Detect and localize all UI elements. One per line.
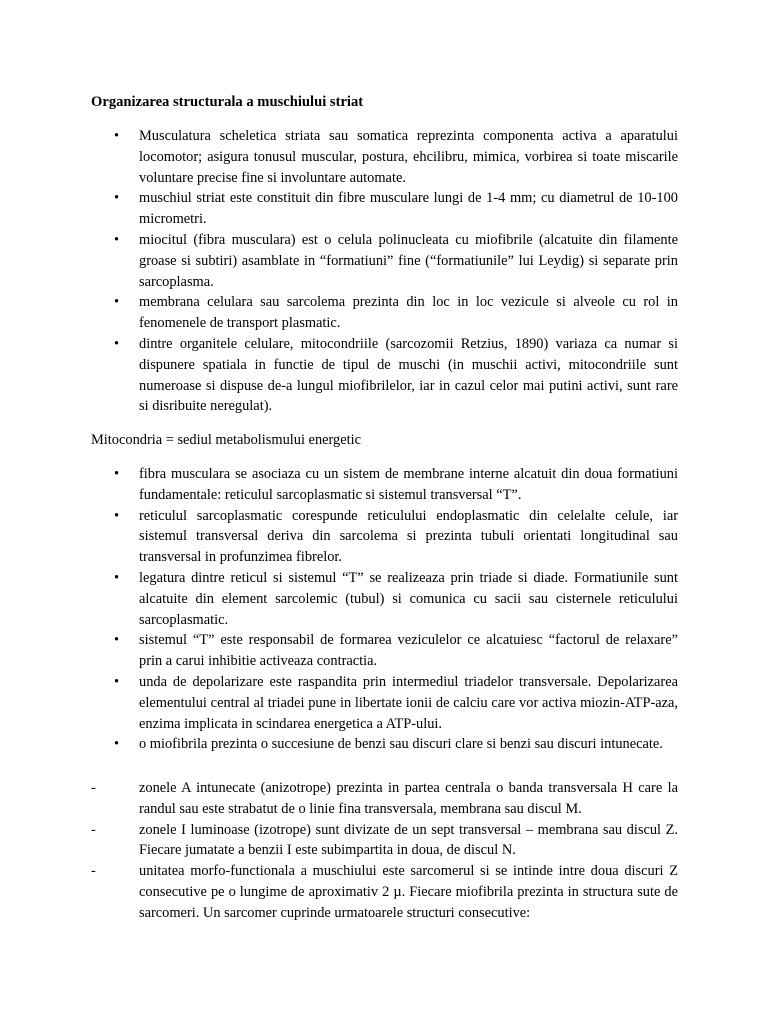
list-item bbox=[0, 334, 768, 417]
list-item bbox=[0, 126, 768, 188]
list-item-text: zonele I luminoase (izotrope) sunt divizate de un sept transversal – membrana sau discul Z. Fiecare jumatate a benzii I este subimpartita in doua, de discul N. bbox=[139, 821, 678, 859]
document-title: Organizarea structurala a muschiului striat bbox=[91, 94, 364, 110]
paragraph-mitocondria: Mitocondria = sediul metabolismului energetic bbox=[91, 432, 362, 448]
bullet-marker: • bbox=[114, 335, 120, 352]
bullet-marker: • bbox=[114, 569, 120, 586]
bullet-marker: • bbox=[114, 507, 120, 524]
list-item-text: unitatea morfo-functionala a muschiului este sarcomerul si se intinde intre doua discuri Z consecutive pe o lungime de aproximativ 2 µ. Fiecare miofibrila prezinta in structura sute de sarcomeri. Un sarcomer cuprinde urmatoarele structuri consecutive: bbox=[139, 863, 678, 921]
list-item-text: unda de depolarizare este raspandita prin intermediul triadelor transversale. Depolarizarea elementului central al triadei pune in libertate ionii de calciu care vor activa miozin-ATP-aza, enzima implicata in scindarea energetica a ATP-ului. bbox=[139, 673, 678, 732]
list-item-text: membrana celulara sau sarcolema prezinta din loc in loc vezicule si alveole cu rol in fenomenele de transport plasmatic. bbox=[139, 294, 678, 332]
list-item bbox=[0, 672, 768, 734]
list-item-text: o miofibrila prezinta o succesiune de benzi sau discuri clare si benzi sau discuri intunecate. bbox=[139, 736, 663, 753]
list-item bbox=[0, 506, 768, 568]
bullet-list-structure bbox=[0, 126, 768, 417]
list-item bbox=[0, 778, 768, 820]
list-item-text: miocitul (fibra musculara) est o celula polinucleata cu miofibrile (alcatuite din filamente groase si subtiri) asamblate in “formatiuni” fine (“formatiunile” lui Leydig) si separate prin sarcoplasma. bbox=[139, 231, 678, 290]
list-item bbox=[0, 464, 768, 506]
list-item-text: Musculatura scheletica striata sau somatica reprezinta componenta activa a aparatului locomotor; asigura tonusul muscular, postura, ehcilibru, mimica, vorbirea si toate miscarile voluntare precise fine si involuntare automate. bbox=[139, 128, 678, 186]
list-item-text: sistemul “T” este responsabil de formarea veziculelor ce alcatuiesc “factorul de relaxare” prin a carui inhibitie activeaza contractia. bbox=[139, 632, 678, 670]
list-item-text: legatura dintre reticul si sistemul “T” se realizeaza prin triade si diade. Formatiunile sunt alcatuite din element sarcolemic (tubul) si comunica cu sacii sau cisternele reticulului sarcoplasmatic. bbox=[139, 569, 678, 628]
bullet-marker: • bbox=[114, 128, 120, 144]
list-item-text: zonele A intunecate (anizotrope) prezinta in partea centrala o banda transversala H care la randul sau este strabatut de o linie fina transversala, membrana sau discul M. bbox=[139, 780, 678, 817]
bullet-marker: • bbox=[114, 294, 120, 311]
list-item bbox=[0, 568, 768, 630]
list-item-text: reticulul sarcoplasmatic corespunde reticulului endoplasmatic din celelalte celule, iar sistemul transversal deriva din sarcolema si prezinta tubuli orientati longitudinal sau transversal in profunzimea fibrelor. bbox=[139, 507, 678, 566]
bullet-marker: • bbox=[114, 190, 120, 207]
list-item-text: muschiul striat este constituit din fibre musculare lungi de 1-4 mm; cu diametrul de 10-100 micrometri. bbox=[139, 190, 678, 228]
bullet-marker: • bbox=[114, 466, 120, 482]
list-item bbox=[0, 230, 768, 292]
bullet-marker: • bbox=[114, 673, 120, 690]
list-item bbox=[0, 820, 768, 862]
bullet-marker: • bbox=[114, 736, 120, 753]
list-item bbox=[0, 292, 768, 334]
dash-list-bands bbox=[0, 778, 768, 924]
list-item bbox=[0, 630, 768, 672]
dash-marker: - bbox=[91, 863, 96, 880]
bullet-marker: • bbox=[114, 231, 120, 248]
list-item bbox=[0, 734, 768, 755]
list-item-text: dintre organitele celulare, mitocondriile (sarcozomii Retzius, 1890) variaza ca numar si dispunere spatiala in functie de tipul de muschi (in muschii activi, mitocondriile sunt numeroase si dispuse de-a lungul miofibrilelor, iar in cazul celor mai putini activi, sunt rare si disribuite neregulat). bbox=[139, 335, 678, 415]
list-item-text: fibra musculara se asociaza cu un sistem de membrane interne alcatuit din doua formatiuni fundamentale: reticulul sarcoplasmatic si sistemul transversal “T”. bbox=[139, 466, 678, 503]
bullet-list-membranes bbox=[0, 464, 768, 755]
bullet-marker: • bbox=[114, 632, 120, 649]
list-item bbox=[0, 188, 768, 230]
dash-marker: - bbox=[91, 821, 96, 838]
dash-marker: - bbox=[91, 780, 96, 796]
list-item bbox=[0, 861, 768, 923]
